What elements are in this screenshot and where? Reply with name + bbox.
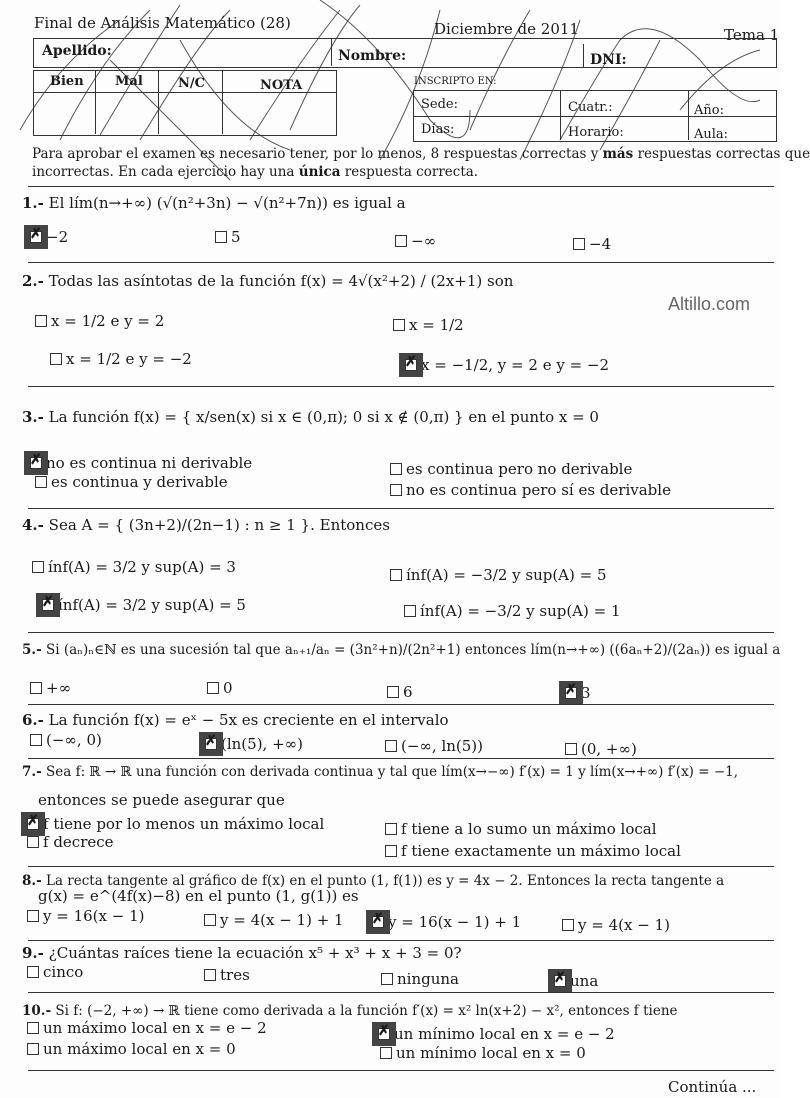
option-label: y = 4(x − 1) + 1 <box>220 911 344 929</box>
text-bold: única <box>298 164 341 180</box>
question-number: 5.- <box>22 642 42 658</box>
question-text: Sea f: ℝ → ℝ una función con derivada continua y tal que lím(x→−∞) f′(x) = 1 y lím(x→+∞) f′(x) = −1, <box>46 764 739 780</box>
answer-option[interactable] <box>385 737 483 755</box>
question-6 <box>22 711 449 729</box>
option-label: un mínimo local en x = e − 2 <box>394 1025 615 1043</box>
grade-header: Bien <box>50 74 84 89</box>
divider <box>583 44 584 68</box>
answer-option[interactable] <box>27 1040 236 1058</box>
checked-checkbox-icon[interactable] <box>30 457 42 469</box>
text: incorrectas. En cada ejercicio hay una <box>32 164 299 180</box>
inscripto-title: INSCRIPTO EN: <box>414 76 497 87</box>
dias-field[interactable]: Días: <box>421 122 455 137</box>
answer-option[interactable] <box>32 558 236 576</box>
option-label: tres <box>220 966 250 984</box>
answer-option[interactable] <box>573 235 611 253</box>
answer-option[interactable] <box>27 1019 267 1037</box>
divider <box>28 386 774 387</box>
checkbox-icon[interactable] <box>27 1043 39 1055</box>
grade-header: Mal <box>115 74 143 89</box>
option-label: y = 16(x − 1) <box>43 907 145 925</box>
checkbox-icon[interactable] <box>390 484 402 496</box>
divider <box>28 508 774 509</box>
answer-option[interactable] <box>30 228 68 246</box>
checkbox-icon[interactable] <box>380 1047 392 1059</box>
question-text: Sea A = { (3n+2)/(2n−1) : n ≥ 1 }. Entonces <box>48 516 390 534</box>
checkbox-icon[interactable] <box>27 966 39 978</box>
instructions-line1 <box>32 146 810 162</box>
aula-field[interactable]: Aula: <box>694 127 729 142</box>
question-number: 1.- <box>22 194 44 212</box>
answer-option[interactable] <box>385 842 681 860</box>
answer-option[interactable] <box>385 820 657 838</box>
watermark: Altillo.com <box>668 294 751 314</box>
checkbox-icon[interactable] <box>404 605 416 617</box>
question-number: 9.- <box>22 944 44 962</box>
option-label: 0 <box>223 679 233 697</box>
divider <box>28 992 774 993</box>
question-text-cont: entonces se puede asegurar que <box>38 791 285 809</box>
divider <box>95 70 96 134</box>
dni-field[interactable]: DNI: <box>590 52 627 68</box>
option-label: ínf(A) = −3/2 y sup(A) = 1 <box>420 602 621 620</box>
question-number: 3.- <box>22 408 44 426</box>
checkbox-icon[interactable] <box>27 1022 39 1034</box>
exam-title: Final de Análisis Matemático (28) <box>34 14 291 32</box>
divider <box>28 186 774 187</box>
answer-option[interactable] <box>35 473 228 491</box>
checked-checkbox-icon[interactable] <box>205 738 217 750</box>
question-number: 4.- <box>22 516 44 534</box>
question-text: Si (aₙ)ₙ∈ℕ es una sucesión tal que aₙ₊₁/aₙ = (3n²+n)/(2n²+1) entonces lím(n→+∞) ((6aₙ+2)/(2aₙ)) es igual a <box>46 642 781 658</box>
option-label: cinco <box>43 963 84 981</box>
option-label: f tiene a lo sumo un máximo local <box>401 820 657 838</box>
divider <box>222 70 223 134</box>
option-label: x = 1/2 <box>409 316 464 334</box>
cuatr-field[interactable]: Cuatr.: <box>568 100 613 115</box>
answer-option[interactable] <box>554 972 598 990</box>
checkbox-icon[interactable] <box>215 231 227 243</box>
checkbox-icon[interactable] <box>35 315 47 327</box>
option-label: 5 <box>231 228 241 246</box>
question-2 <box>22 272 513 290</box>
checkbox-icon[interactable] <box>204 969 216 981</box>
checkbox-icon[interactable] <box>50 353 62 365</box>
option-label: 3 <box>581 684 591 702</box>
answer-option[interactable] <box>404 602 621 620</box>
apellido-field[interactable]: Apellido: <box>42 43 112 59</box>
checked-checkbox-icon[interactable] <box>27 818 39 830</box>
question-text: La función f(x) = eˣ − 5x es creciente en el intervalo <box>48 711 449 729</box>
checked-checkbox-icon[interactable] <box>405 359 417 371</box>
checkbox-icon[interactable] <box>390 569 402 581</box>
option-label: no es continua pero sí es derivable <box>406 481 671 499</box>
exam-date: Diciembre de 2011 <box>434 20 579 38</box>
answer-option[interactable] <box>381 970 459 988</box>
sede-field[interactable]: Sede: <box>421 97 458 112</box>
answer-option[interactable] <box>562 916 670 934</box>
question-9 <box>22 944 462 962</box>
answer-option[interactable] <box>30 731 102 749</box>
divider <box>28 632 774 633</box>
answer-option[interactable] <box>205 735 303 753</box>
question-number: 8.- <box>22 873 42 889</box>
option-label: y = 4(x − 1) <box>578 916 670 934</box>
option-label: f tiene por lo menos un máximo local <box>43 815 325 833</box>
option-label: ninguna <box>397 970 459 988</box>
option-label: −4 <box>589 235 612 253</box>
text: Para aprobar el examen es necesario tener, por lo menos, 8 respuestas correctas y <box>32 146 603 162</box>
option-label: (−∞, 0) <box>46 731 102 749</box>
answer-option[interactable] <box>378 1025 615 1043</box>
checkbox-icon[interactable] <box>385 740 397 752</box>
question-text: La recta tangente al gráfico de f(x) en el punto (1, f(1)) es y = 4x − 2. Entonces la recta tangente a <box>46 873 725 889</box>
answer-option[interactable] <box>27 815 324 833</box>
checkbox-icon[interactable] <box>385 845 397 857</box>
answer-option[interactable] <box>387 683 413 701</box>
option-label: ínf(A) = 3/2 y sup(A) = 5 <box>58 596 246 614</box>
question-3 <box>22 408 599 426</box>
checkbox-icon[interactable] <box>35 476 47 488</box>
checkbox-icon[interactable] <box>381 973 393 985</box>
checkbox-icon[interactable] <box>573 238 585 250</box>
option-label: un máximo local en x = 0 <box>43 1040 236 1058</box>
answer-option[interactable] <box>395 232 436 250</box>
exam-tema: Tema 1 <box>724 26 780 44</box>
checked-checkbox-icon[interactable] <box>30 231 42 243</box>
answer-option[interactable] <box>390 481 671 499</box>
option-label: una <box>570 972 599 990</box>
checkbox-icon[interactable] <box>32 561 44 573</box>
option-label: no es continua ni derivable <box>46 454 253 472</box>
question-text: El lím(n→+∞) (√(n²+3n) − √(n²+7n)) es igual a <box>48 194 406 212</box>
question-text: Si f: (−2, +∞) → ℝ tiene como derivada a la función f′(x) = x² ln(x+2) − x², entonces f tiene <box>55 1003 678 1019</box>
answer-option[interactable] <box>27 963 83 981</box>
checked-checkbox-icon[interactable] <box>372 916 384 928</box>
checkbox-icon[interactable] <box>385 823 397 835</box>
answer-option[interactable] <box>42 596 246 614</box>
answer-option[interactable] <box>50 350 192 368</box>
option-label: (−∞, ln(5)) <box>401 737 484 755</box>
option-label: (ln(5), +∞) <box>221 735 304 753</box>
divider <box>28 940 774 941</box>
answer-option[interactable] <box>30 679 71 697</box>
checkbox-icon[interactable] <box>562 919 574 931</box>
option-label: un mínimo local en x = 0 <box>396 1044 586 1062</box>
option-label: f tiene exactamente un máximo local <box>401 842 681 860</box>
question-number: 10.- <box>22 1003 52 1019</box>
horario-field[interactable]: Horario: <box>568 125 624 140</box>
question-1 <box>22 194 406 212</box>
option-label: es continua pero no derivable <box>406 460 633 478</box>
divider <box>28 866 774 867</box>
checkbox-icon[interactable] <box>30 682 42 694</box>
answer-option[interactable] <box>27 833 114 851</box>
answer-option[interactable] <box>380 1044 586 1062</box>
option-label: (0, +∞) <box>581 740 637 758</box>
option-label: +∞ <box>46 679 72 697</box>
question-text: Todas las asíntotas de la función f(x) = 4√(x²+2) / (2x+1) son <box>48 272 514 290</box>
checkbox-icon[interactable] <box>565 743 577 755</box>
checkbox-icon[interactable] <box>393 319 405 331</box>
question-7 <box>22 764 738 780</box>
option-label: ínf(A) = 3/2 y sup(A) = 3 <box>48 558 236 576</box>
divider <box>28 262 774 263</box>
option-label: x = −1/2, y = 2 e y = −2 <box>421 356 610 374</box>
divider <box>560 90 561 140</box>
answer-option[interactable] <box>565 684 591 702</box>
divider <box>688 90 689 140</box>
text: respuestas correctas que <box>633 146 810 162</box>
divider <box>28 1070 774 1071</box>
option-label: x = 1/2 e y = 2 <box>51 312 165 330</box>
question-text-cont: g(x) = e^(4f(x)−8) en el punto (1, g(1)) es <box>38 887 359 905</box>
checked-checkbox-icon[interactable] <box>42 599 54 611</box>
option-label: f decrece <box>43 833 114 851</box>
option-label: un máximo local en x = e − 2 <box>43 1019 267 1037</box>
answer-option[interactable] <box>393 316 464 334</box>
answer-option[interactable] <box>372 913 521 931</box>
answer-option[interactable] <box>390 460 632 478</box>
checkbox-icon[interactable] <box>30 734 42 746</box>
anio-field[interactable]: Año: <box>694 103 724 118</box>
option-label: −2 <box>46 228 69 246</box>
option-label: x = 1/2 e y = −2 <box>66 350 192 368</box>
question-text: La función f(x) = { x/sen(x) si x ∈ (0,π); 0 si x ∉ (0,π) } en el punto x = 0 <box>48 408 599 426</box>
divider <box>28 704 774 705</box>
option-label: y = 16(x − 1) + 1 <box>388 913 522 931</box>
answer-option[interactable] <box>204 966 250 984</box>
checkbox-icon[interactable] <box>204 914 216 926</box>
checkbox-icon[interactable] <box>27 836 39 848</box>
answer-option[interactable] <box>27 907 144 925</box>
answer-option[interactable] <box>35 312 164 330</box>
nombre-field[interactable]: Nombre: <box>338 48 407 64</box>
answer-option[interactable] <box>215 228 241 246</box>
option-label: es continua y derivable <box>51 473 228 491</box>
checked-checkbox-icon[interactable] <box>378 1028 390 1040</box>
checkbox-icon[interactable] <box>395 235 407 247</box>
question-number: 6.- <box>22 711 44 729</box>
question-4 <box>22 516 390 534</box>
question-number: 7.- <box>22 764 42 780</box>
grade-header: N/C <box>178 76 205 91</box>
checkbox-icon[interactable] <box>27 910 39 922</box>
checkbox-icon[interactable] <box>207 682 219 694</box>
answer-option[interactable] <box>405 356 609 374</box>
divider <box>331 38 332 66</box>
answer-option[interactable] <box>565 740 637 758</box>
option-label: 6 <box>403 683 413 701</box>
instructions-line2 <box>32 164 478 180</box>
option-label: ínf(A) = −3/2 y sup(A) = 5 <box>406 566 607 584</box>
text-bold: más <box>602 146 634 162</box>
question-10 <box>22 1003 678 1019</box>
checked-checkbox-icon[interactable] <box>565 687 577 699</box>
question-text: ¿Cuántas raíces tiene la ecuación x⁵ + x³ + x + 3 = 0? <box>48 944 462 962</box>
checked-checkbox-icon[interactable] <box>554 975 566 987</box>
answer-option[interactable] <box>30 454 252 472</box>
checkbox-icon[interactable] <box>390 463 402 475</box>
option-label: −∞ <box>411 232 437 250</box>
question-5 <box>22 642 780 658</box>
answer-option[interactable] <box>204 911 344 929</box>
footer-continua: Continúa ... <box>668 1078 757 1096</box>
answer-option[interactable] <box>390 566 607 584</box>
grade-header: NOTA <box>260 78 303 93</box>
text: respuesta correcta. <box>340 164 479 180</box>
answer-option[interactable] <box>207 679 233 697</box>
divider <box>158 70 159 134</box>
question-number: 2.- <box>22 272 44 290</box>
checkbox-icon[interactable] <box>387 686 399 698</box>
divider <box>28 758 774 759</box>
